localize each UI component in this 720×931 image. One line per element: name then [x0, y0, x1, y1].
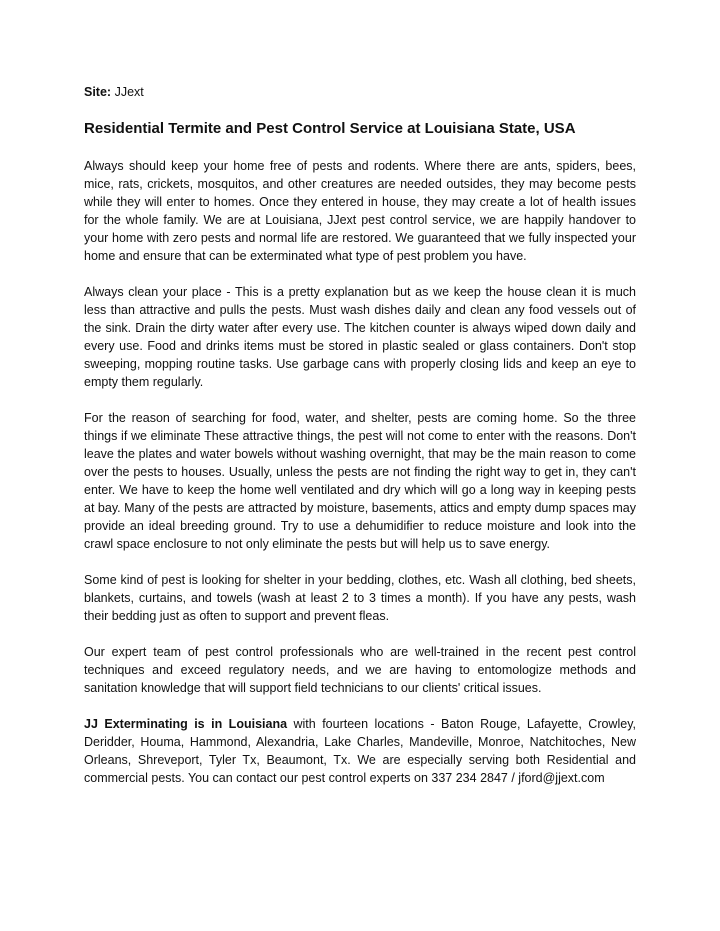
- paragraph-food-water-shelter: For the reason of searching for food, water, and shelter, pests are coming home. So the three things if we eliminate These attractive things, the pest will not come to enter with the reasons. Don't leave the plates and water bowels without washing overnight, that may be the main reason to come over the pests to houses. Usually, unless the pests are not finding the right way to get in, they can't enter. We have to keep the home well ventilated and dry which will go a long way in keeping pests at bay. Many of the pests are attracted by moisture, basements, attics and empty dump spaces may provide an ideal breeding ground. Try to use a dehumidifier to reduce moisture and look into the crawl space enclosure to not only eliminate the pests but will help us to save energy.: [84, 411, 636, 551]
- paragraph-intro: Always should keep your home free of pests and rodents. Where there are ants, spiders, bees, mice, rats, crickets, mosquitos, and other creatures are needed outsides, they may become pests while they will enter to homes. Once they entered in house, they may create a lot of health issues for the whole family. We are at Louisiana, JJext pest control service, we are happily handover to your home with zero pests and normal life are restored. We guaranteed that we fully inspected your home and ensure that can be exterminated what type of pest problem you have.: [84, 159, 636, 263]
- closing-lead: JJ Exterminating is in Louisiana: [84, 717, 288, 731]
- closing-text: with fourteen locations - Baton Rouge, Lafayette, Crowley, Deridder, Houma, Hammond, Alexandria, Lake Charles, Mandeville, Monroe, Natchitoches, New Orleans, Shreveport, Tyler Tx, Beaumont, Tx. We are especially serving both Residential and commercial pests. You can contact our pest control experts on 337 234 2847 / jford@jjext.com: [84, 717, 636, 785]
- paragraph-locations-contact: [84, 715, 636, 787]
- paragraph-bedding: Some kind of pest is looking for shelter in your bedding, clothes, etc. Wash all clothing, bed sheets, blankets, curtains, and towels (wash at least 2 to 3 times a month). If you have any pests, wash their bedding just as often to support and prevent fleas.: [84, 573, 636, 623]
- document-page: [84, 84, 636, 805]
- paragraph-expert-team: Our expert team of pest control professionals who are well-trained in the recent pest control techniques and exceed regulatory needs, and we are having to entomologize methods and sanitation knowledge that will support field technicians to our clients' critical issues.: [84, 645, 636, 695]
- site-label: Site:: [84, 85, 112, 99]
- site-value: JJext: [114, 85, 144, 99]
- paragraph-clean-place: Always clean your place - This is a pretty explanation but as we keep the house clean it is much less than attractive and pulls the pests. Must wash dishes daily and clean any food vessels out of the sink. Drain the dirty water after every use. The kitchen counter is always wiped down daily and every use. Food and drinks items must be stored in plastic sealed or glass containers. Don't stop sweeping, mopping routine tasks. Use garbage cans with properly closing lids and keep an eye to empty them regularly.: [84, 285, 636, 389]
- page-title: Residential Termite and Pest Control Service at Louisiana State, USA: [84, 120, 576, 137]
- site-line: [84, 84, 636, 100]
